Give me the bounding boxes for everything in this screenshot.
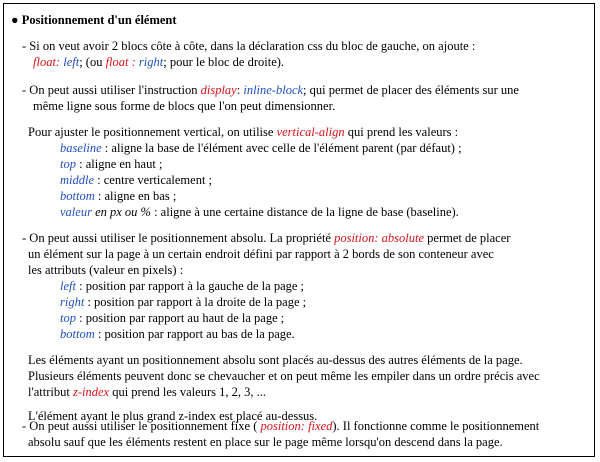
- absolute-para3: [28, 384, 266, 400]
- document-frame: [3, 3, 595, 457]
- section-title: Positionnement d'un élément: [21, 13, 177, 27]
- float-item-line2: [33, 54, 284, 70]
- zindex-keyword: z-index: [72, 385, 110, 399]
- absolute-value-right: [60, 294, 306, 310]
- display-value: inline-block: [243, 83, 304, 97]
- display-keyword: display: [200, 83, 237, 97]
- valign-post: qui prend les valeurs :: [344, 125, 459, 139]
- absolute-attr-desc: : position par rapport au bas de la page.: [94, 327, 295, 341]
- float-keyword: float: [33, 55, 56, 69]
- absolute-value-bottom: [60, 326, 295, 342]
- display-post: ; qui permet de placer des éléments sur une: [303, 83, 519, 97]
- bullet-glyph: ●: [11, 13, 19, 27]
- display-pre: - On peut aussi utiliser l'instruction: [22, 83, 201, 97]
- absolute-attr-key: right: [60, 295, 85, 309]
- absolute-para1: Les éléments ayant un positionnement absolu sont placés au-dessus des autres éléments de la page.: [28, 353, 523, 367]
- absolute-value-top: [60, 310, 284, 326]
- valign-value-valeur: [60, 204, 459, 220]
- display-item-line1: [22, 82, 519, 98]
- absolute-item-line3: les attributs (valeur en pixels) :: [28, 263, 184, 277]
- float-sep-2: :: [128, 55, 139, 69]
- absolute-para2: Plusieurs éléments peuvent donc se chevaucher et on peut même les empiler dans un ordre précis avec: [28, 369, 540, 383]
- valign-desc: : centre verticalement ;: [94, 173, 213, 187]
- absolute-value-left: [60, 278, 304, 294]
- absolute-pre: - On peut aussi utiliser le positionnement absolu. La propriété: [22, 231, 335, 245]
- zindex-post: qui prend les valeurs 1, 2, 3, ...: [109, 385, 266, 399]
- absolute-attr-key: top: [60, 311, 76, 325]
- valign-value-baseline: [60, 140, 462, 156]
- absolute-attr-desc: : position par rapport à la droite de la page ;: [84, 295, 307, 309]
- valign-desc: : aligne en bas ;: [94, 189, 177, 203]
- fixed-pre: - On peut aussi utiliser le positionnement fixe (: [22, 419, 261, 433]
- float-left-value: left: [63, 55, 80, 69]
- display-sep: :: [236, 83, 244, 97]
- display-item-line2: même ligne sous forme de blocs que l'on peut dimensionner.: [33, 99, 336, 113]
- vertical-align-intro: [28, 124, 458, 140]
- absolute-attr-desc: : position par rapport au haut de la page ;: [75, 311, 285, 325]
- valign-key: top: [60, 157, 76, 171]
- valign-value-bottom: [60, 188, 176, 204]
- fixed-item-line2: absolu sauf que les éléments restent en place sur le page même lorsqu'on descend dans la page.: [28, 435, 503, 449]
- float-end-text: ; pour le bloc de droite).: [163, 55, 285, 69]
- valign-key: bottom: [60, 189, 95, 203]
- float-mid-text: ; (ou: [79, 55, 106, 69]
- absolute-attr-desc: : position par rapport à la gauche de la page ;: [75, 279, 305, 293]
- float-sep: :: [55, 55, 64, 69]
- valign-desc: : aligne à une certaine distance de la ligne de base (baseline).: [150, 205, 459, 219]
- absolute-post: permet de placer: [424, 231, 511, 245]
- valign-key: middle: [60, 173, 95, 187]
- zindex-pre: l'attribut: [28, 385, 73, 399]
- absolute-item-line1: [22, 230, 510, 246]
- valign-value-top: [60, 156, 162, 172]
- valign-value-middle: [60, 172, 212, 188]
- valign-desc: : aligne la base de l'élément avec celle de l'élément parent (par défaut) ;: [101, 141, 462, 155]
- section-heading: [11, 12, 177, 28]
- absolute-para4: L'élément ayant le plus grand z-index est placé au-dessus.: [28, 409, 318, 423]
- valign-key: valeur: [60, 205, 92, 219]
- absolute-item-line2: un élément sur la page à un certain endroit défini par rapport à 2 bords de son conteneur avec: [28, 247, 494, 261]
- float-item-line1: - Si on veut avoir 2 blocs côte à côte, dans la déclaration css du bloc de gauche, on ajoute :: [22, 39, 476, 53]
- valign-key: baseline: [60, 141, 102, 155]
- fixed-item-line1: [22, 418, 539, 434]
- absolute-attr-key: left: [60, 279, 76, 293]
- absolute-keyword: position:: [334, 231, 379, 245]
- valign-desc: : aligne en haut ;: [75, 157, 163, 171]
- absolute-value: absolute: [378, 231, 425, 245]
- fixed-keyword: position: fixed: [260, 419, 333, 433]
- valign-key-extra: en px ou %: [91, 205, 151, 219]
- valign-pre: Pour ajuster le positionnement vertical, on utilise: [28, 125, 277, 139]
- float-right-value: right: [138, 55, 164, 69]
- valign-keyword: vertical-align: [276, 125, 345, 139]
- float-keyword-2: float: [105, 55, 129, 69]
- fixed-post: ). Il fonctionne comme le positionnement: [332, 419, 540, 433]
- absolute-attr-key: bottom: [60, 327, 95, 341]
